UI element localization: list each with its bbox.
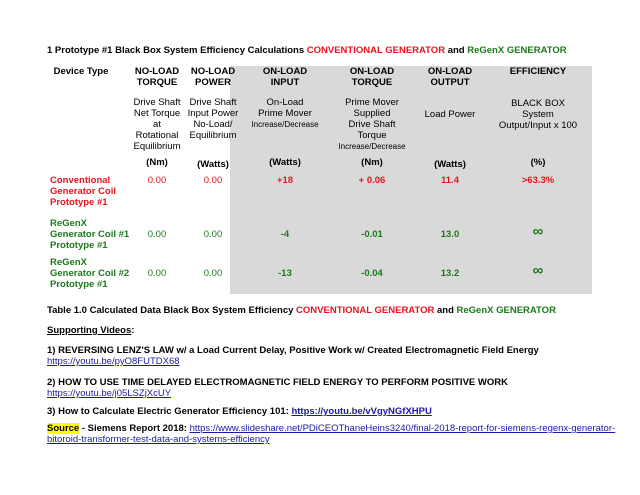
column-header: NO-LOAD TORQUE	[134, 66, 180, 88]
supporting-videos-heading: Supporting Videos:	[47, 325, 135, 336]
column-description: Drive Shaft Net Torque at Rotational Equilibrium	[133, 97, 181, 152]
video-3: 3) How to Calculate Electric Generator Efficiency 101: https://youtu.be/vVgyNGfXHPU	[47, 406, 432, 417]
document-title: 1 Prototype #1 Black Box System Efficiency Calculations CONVENTIONAL GENERATOR and ReGenX GENERATOR	[47, 45, 567, 56]
table-cell: -13	[278, 268, 292, 279]
table-cell: -4	[280, 229, 290, 240]
row-device-type: Conventional Generator Coil Prototype #1	[50, 175, 116, 208]
column-header: NO-LOAD POWER	[190, 66, 236, 88]
table-cell: 13.0	[440, 229, 460, 240]
table-cell: 11.4	[441, 175, 459, 186]
table-cell: -0.01	[361, 229, 383, 240]
column-header: ON-LOAD TORQUE	[349, 66, 395, 88]
source-link[interactable]: https://www.slideshare.net/PDiCEOThaneHeins3240/final-2018-report-for-siemens-regenx-generator-	[189, 423, 616, 434]
table-caption: Table 1.0 Calculated Data Black Box System Efficiency CONVENTIONAL GENERATOR and ReGenX GENERATOR	[47, 305, 556, 316]
table-cell: ∞	[532, 223, 544, 240]
column-description-note: Increase/Decrease	[251, 120, 319, 129]
source-line: Source - Siemens Report 2018: https://www.slideshare.net/PDiCEOThaneHeins3240/final-2018-report-for-siemens-regenx-generator-	[47, 423, 616, 434]
column-unit: (Watts)	[269, 157, 301, 168]
row-device-type: ReGenX Generator Coil #1 Prototype #1	[50, 218, 130, 251]
table-cell: 0.00	[147, 268, 167, 279]
table-cell: + 0.06	[358, 175, 386, 186]
video-3-link[interactable]: https://youtu.be/vVgyNGfXHPU	[291, 406, 432, 417]
column-header: ON-LOAD INPUT	[262, 66, 308, 88]
table-cell: 0.00	[147, 175, 167, 186]
column-description: Drive Shaft Input Power No-Load/ Equilibrium	[187, 97, 239, 141]
column-unit: (Watts)	[197, 159, 229, 170]
row-device-type: ReGenX Generator Coil #2 Prototype #1	[50, 257, 130, 290]
table-cell: 0.00	[203, 268, 223, 279]
column-description: Load Power	[424, 109, 476, 120]
table-cell: 0.00	[203, 229, 223, 240]
column-header: Device Type	[53, 66, 109, 77]
column-description: On-Load Prime Mover	[258, 97, 312, 119]
table-cell: >63.3%	[521, 175, 555, 186]
table-cell: 13.2	[440, 268, 460, 279]
video-1-link[interactable]: https://youtu.be/pyO8FUTDX68	[47, 356, 180, 367]
video-2-link[interactable]: https://youtu.be/j05LSZjXcUY	[47, 388, 172, 399]
column-description: Prime Mover Supplied Drive Shaft Torque	[345, 97, 399, 141]
table-cell: ∞	[532, 262, 544, 279]
column-header: EFFICIENCY	[509, 66, 567, 77]
column-unit: (Nm)	[361, 157, 383, 168]
column-description: BLACK BOX System Output/Input x 100	[498, 98, 578, 131]
table-cell: 0.00	[203, 175, 223, 186]
table-cell: +18	[276, 175, 294, 186]
video-2-title: 2) HOW TO USE TIME DELAYED ELECTROMAGNETIC FIELD ENERGY TO PERFORM POSITIVE WORK	[47, 377, 508, 388]
source-link-continued[interactable]: bitoroid-transformer-test-data-and-systems-efficiency	[47, 434, 270, 445]
table-cell: 0.00	[147, 229, 167, 240]
column-unit: (Nm)	[146, 157, 168, 168]
column-header: ON-LOAD OUTPUT	[427, 66, 473, 88]
column-description-note: Increase/Decrease	[338, 142, 406, 151]
column-unit: (Watts)	[434, 159, 466, 170]
column-unit: (%)	[530, 157, 546, 168]
video-1-title: 1) REVERSING LENZ'S LAW w/ a Load Current Delay, Positive Work w/ Created Electromagnetic Field Energy	[47, 345, 539, 356]
table-cell: -0.04	[361, 268, 383, 279]
